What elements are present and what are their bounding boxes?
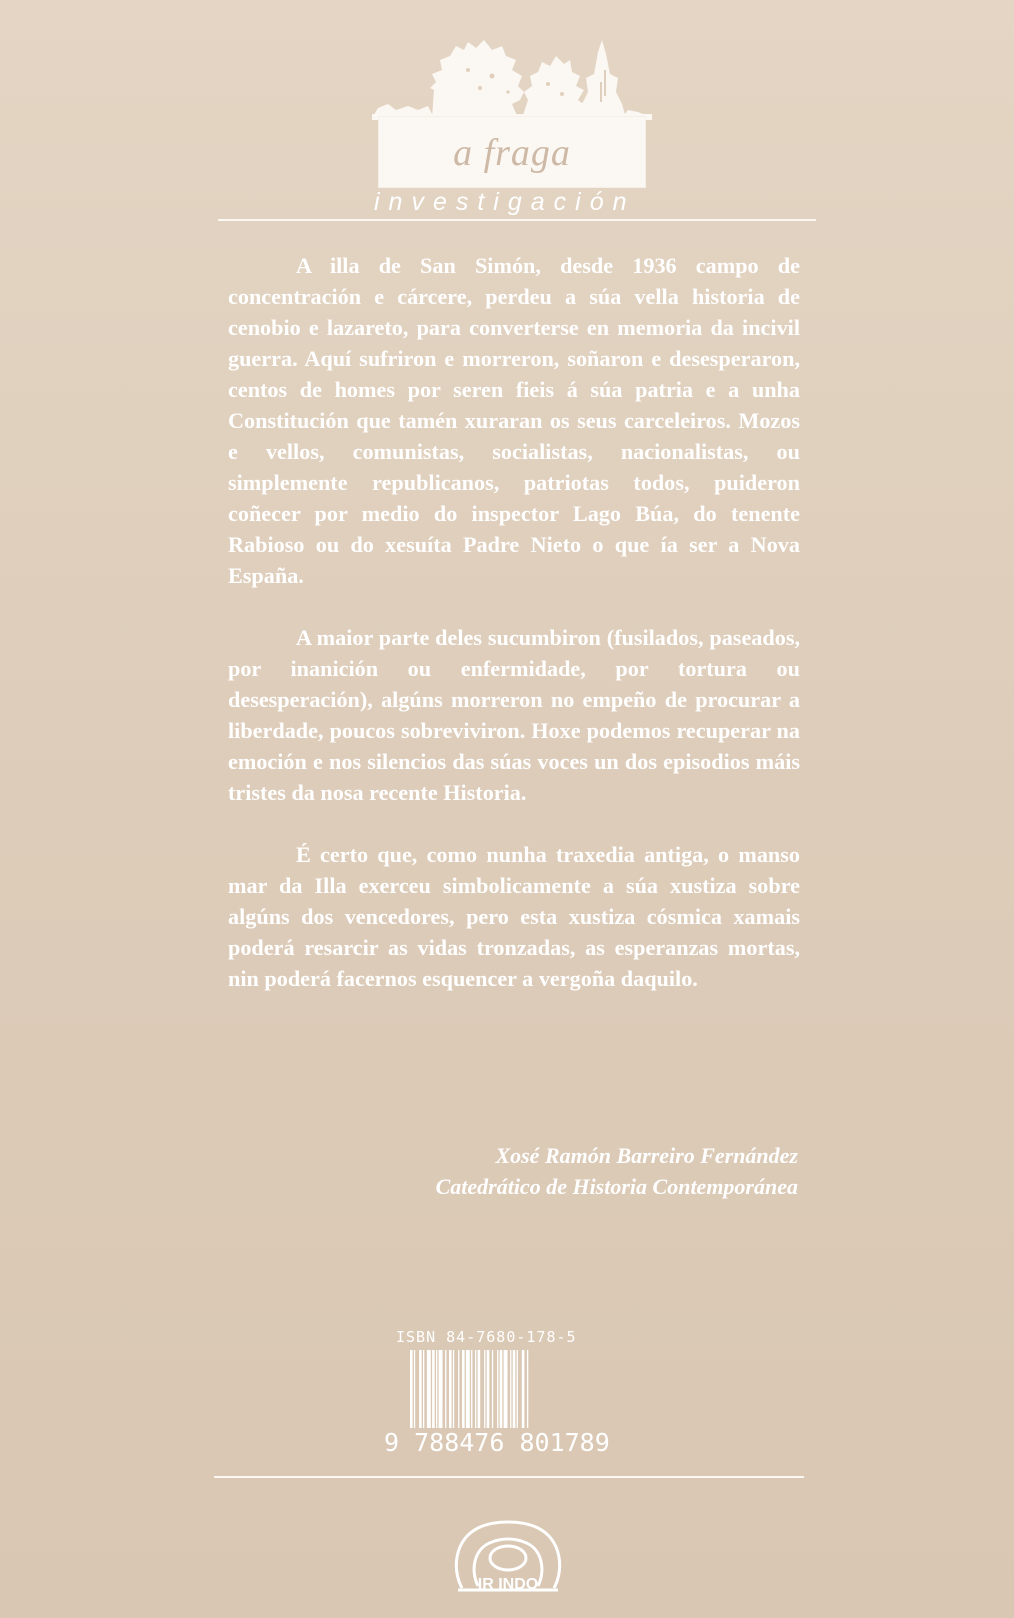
publisher-name: IR INDO <box>477 1576 539 1593</box>
blurb-paragraph-2: A maior parte deles sucumbiron (fusilados, paseados, por inanición ou enfermidade, por tortura ou desesperación), algúns morreron no empeño de procurar a liberdade, poucos sobreviviron. Hoxe podemos recuperar na emoción e nos silencios das súas voces un dos episodios máis tristes da nosa recente Historia. <box>228 625 800 805</box>
isbn-label: ISBN 84-7680-178-5 <box>396 1328 577 1346</box>
top-divider <box>218 219 816 221</box>
blurb-signature <box>228 1140 798 1202</box>
blurb-paragraph-1: A illa de San Simón, desde 1936 campo de concentración e cárcere, perdeu a súa vella historia de cenobio e lazareto, para converterse en memoria da incivil guerra. Aquí sufriron e morreron, soñaron e desesperaron, centos de homes por seren fieis á súa patria e a unha Constitución que tamén xuraran os seus carceleiros. Mozos e vellos, comunistas, socialistas, nacionalistas, ou simplemente republicanos, patriotas todos, puideron coñecer por medio do inspector Lago Búa, do tenente Rabioso ou do xesuíta Padre Nieto o que ía ser a Nova España. <box>228 253 800 588</box>
blurb-paragraph-3: É certo que, como nunha traxedia antiga, o manso mar da Illa exerceu simbolicamente a súa xustiza sobre algúns dos vencedores, pero esta xustiza cósmica xamais poderá resarcir as vidas tronzadas, as esperanzas mortas, nin poderá facernos esquencer a vergoña daquilo. <box>228 842 800 991</box>
trees-illustration <box>372 30 652 120</box>
barcode-icon <box>408 1350 628 1438</box>
author-name: Xosé Ramón Barreiro Fernández <box>495 1143 798 1168</box>
isbn-block <box>384 1328 644 1458</box>
blurb-text <box>228 250 800 1025</box>
series-name: investigación <box>374 188 636 216</box>
bottom-divider <box>214 1476 804 1478</box>
logo-text: a fraga <box>453 132 571 174</box>
publisher-logo <box>448 1500 568 1604</box>
ean-number: 9 788476 801789 <box>384 1428 610 1457</box>
logo-banner <box>378 116 646 188</box>
author-title: Catedrático de Historia Contemporánea <box>435 1174 798 1199</box>
series-logo <box>372 30 652 190</box>
